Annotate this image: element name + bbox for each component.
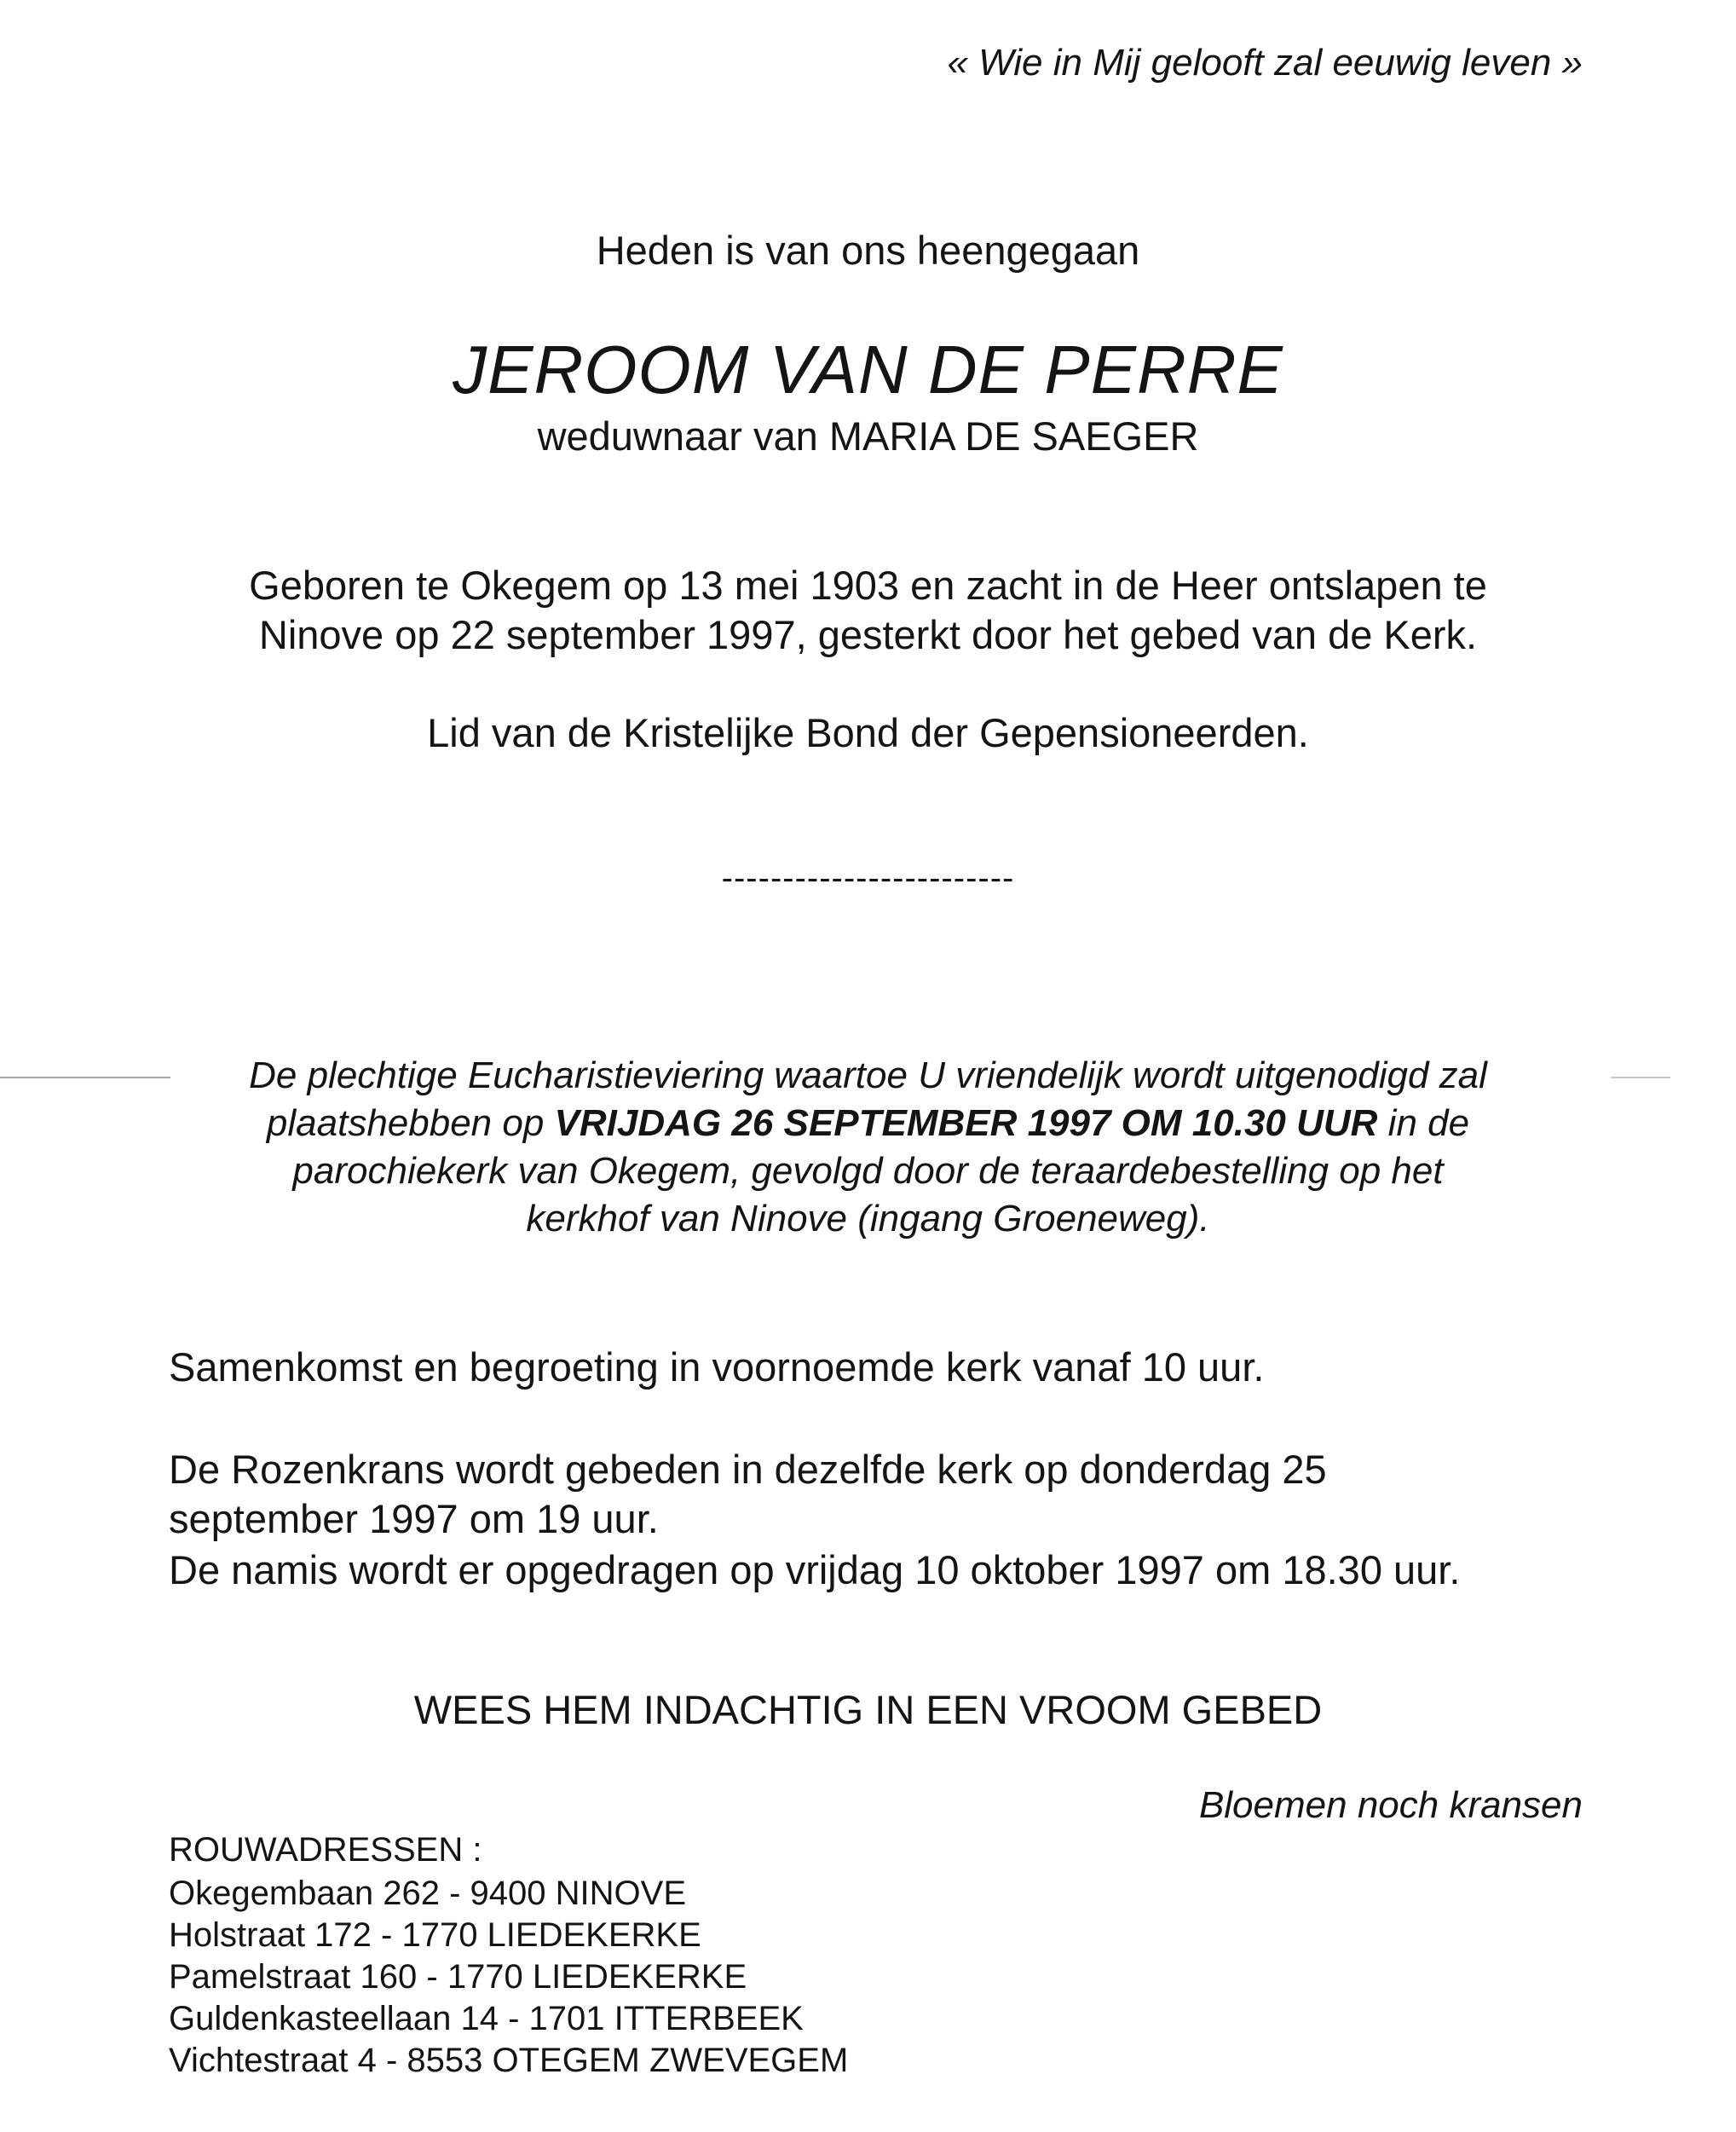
flowers-note: Bloemen noch kransen: [1198, 1784, 1583, 1826]
ceremony-line-1: De plechtige Eucharistieviering waartoe U vriendelijk wordt uitgenodigd zal: [249, 1054, 1487, 1096]
address-item: Vichtestraat 4 - 8553 OTEGEM ZWEVEGEM: [169, 2042, 849, 2079]
dashed-separator: ------------------------: [721, 859, 1015, 897]
deceased-name: JEROOM VAN DE PERRE: [453, 332, 1283, 407]
memorial-mass-text: De namis wordt er opgedragen op vrijdag 10 oktober 1997 om 18.30 uur.: [169, 1547, 1461, 1592]
ceremony-line-2-end: in de: [1377, 1102, 1470, 1144]
ceremony-date-time: VRIJDAG 26 SEPTEMBER 1997 OM 10.30 UUR: [554, 1102, 1378, 1144]
membership-text: Lid van de Kristelijke Bond der Gepensioneerden.: [427, 710, 1309, 755]
addresses-title: ROUWADRESSEN :: [169, 1831, 482, 1869]
bible-quote: « Wie in Mij gelooft zal eeuwig leven »: [947, 42, 1583, 84]
ceremony-line-4: kerkhof van Ninove (ingang Groeneweg).: [526, 1198, 1210, 1239]
address-item: Okegembaan 262 - 9400 NINOVE: [169, 1875, 687, 1912]
rosary-line-1: De Rozenkrans wordt gebeden in dezelfde kerk op donderdag 25: [169, 1447, 1327, 1492]
rosary-line-2: september 1997 om 19 uur.: [169, 1496, 659, 1541]
ceremony-line-3: parochiekerk van Okegem, gevolgd door de teraardebestelling op het: [292, 1150, 1444, 1192]
remember-text: WEES HEM INDACHTIG IN EEN VROOM GEBED: [413, 1687, 1323, 1732]
gathering-text: Samenkomst en begroeting in voornoemde kerk vanaf 10 uur.: [169, 1344, 1265, 1390]
intro-text: Heden is van ons heengegaan: [596, 228, 1140, 273]
bio-line-1: Geboren te Okegem op 13 mei 1903 en zacht in de Heer ontslapen te: [249, 563, 1487, 608]
address-item: Pamelstraat 160 - 1770 LIEDEKERKE: [169, 1958, 747, 1996]
ceremony-line-2-start: plaatshebben op: [266, 1102, 555, 1144]
address-item: Guldenkasteellaan 14 - 1701 ITTERBEEK: [169, 2000, 804, 2037]
bio-line-2: Ninove op 22 september 1997, gesterkt door het gebed van de Kerk.: [258, 612, 1478, 657]
address-item: Holstraat 172 - 1770 LIEDEKERKE: [169, 1916, 701, 1954]
spouse-line: weduwnaar van MARIA DE SAEGER: [537, 413, 1199, 459]
ceremony-line-2: [0, 1102, 1736, 1144]
